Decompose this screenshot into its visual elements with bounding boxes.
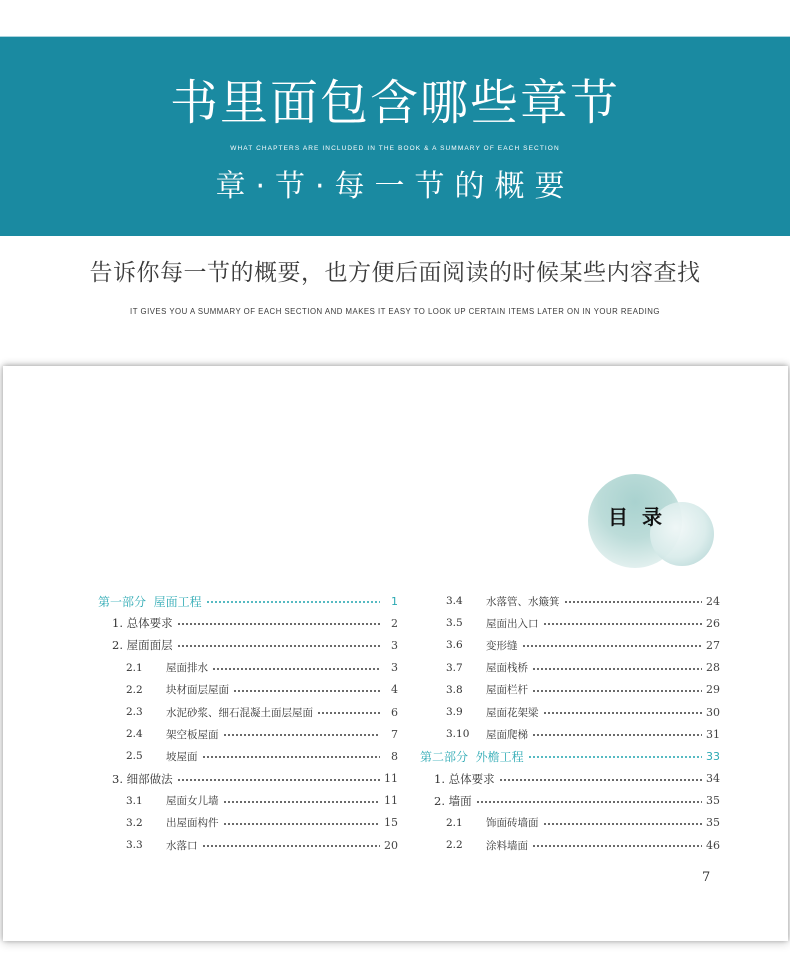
toc-entry-page: 35 [706, 816, 720, 830]
toc-entry-title: 饰面砖墙面 [486, 817, 539, 830]
toc-entry[interactable] [98, 834, 398, 856]
toc-entry-title: 细部做法 [126, 771, 173, 786]
toc-entry-number: 3.1 [126, 794, 143, 807]
toc-entry-number: 2. [434, 793, 449, 808]
dot-leader [177, 623, 380, 625]
toc-entry-title: 架空板屋面 [166, 728, 219, 741]
toc-entry-page: 6 [391, 705, 398, 719]
toc-entry-page: 34 [706, 772, 720, 786]
toc-entry[interactable] [98, 812, 398, 834]
toc-entry-number: 3.4 [446, 595, 463, 608]
toc-entry[interactable] [420, 701, 720, 723]
toc-entry-title: 屋面爬梯 [486, 728, 528, 741]
toc-entry-page: 30 [706, 705, 720, 719]
toc-entry-page: 1 [391, 594, 398, 608]
toc-entry-number: 3.8 [446, 683, 463, 696]
toc-entry-page: 20 [384, 838, 398, 852]
dot-leader [177, 645, 380, 647]
toc-entry-number: 2.2 [446, 839, 463, 852]
toc-entry[interactable] [420, 679, 720, 701]
toc-entry-title: 水落管、水簸箕 [486, 595, 560, 608]
toc-entry-page: 33 [706, 749, 720, 763]
toc-entry-title: 屋面工程 [146, 594, 202, 609]
header-banner [0, 36, 790, 236]
toc-emblem [588, 474, 718, 564]
toc-entry-title: 变形缝 [486, 639, 518, 652]
banner-title: 书里面包含哪些章节 [169, 75, 620, 131]
toc-entry-title: 屋面栈桥 [486, 662, 528, 675]
toc-entry-page: 27 [706, 638, 720, 652]
toc-entry[interactable] [98, 790, 398, 812]
toc-entry[interactable] [420, 612, 720, 634]
toc-entry-title: 水落口 [166, 839, 198, 852]
dot-leader [476, 801, 702, 803]
dot-leader [233, 690, 380, 692]
toc-entry[interactable] [98, 657, 398, 679]
dot-leader [522, 645, 703, 647]
toc-entry[interactable] [98, 634, 398, 656]
toc-entry-page: 8 [391, 749, 398, 763]
toc-entry-number: 3.7 [446, 661, 463, 674]
toc-entry-page: 28 [706, 661, 720, 675]
toc-entry-number: 2.4 [126, 728, 143, 741]
toc-entry-title: 屋面栏杆 [486, 684, 528, 697]
toc-entry[interactable] [98, 679, 398, 701]
toc-entry-page: 31 [706, 727, 720, 741]
dot-leader [532, 845, 702, 847]
toc-entry-title: 总体要求 [448, 771, 495, 786]
intro-text-en: IT GIVES YOU A SUMMARY OF EACH SECTION AND MAKES IT EASY TO LOOK UP CERTAIN ITEMS LATER ON IN YOUR READING [130, 307, 660, 316]
toc-entry-page: 35 [706, 794, 720, 808]
toc-entry-page: 26 [706, 616, 720, 630]
banner-subtitle-en: WHAT CHAPTERS ARE INCLUDED IN THE BOOK & A SUMMARY OF EACH SECTION [230, 145, 560, 152]
dot-leader [532, 690, 702, 692]
toc-entry-title: 总体要求 [126, 616, 173, 631]
toc-entry-title: 墙面 [448, 793, 472, 808]
dot-leader [528, 756, 702, 758]
toc-entry-number: 1. [434, 771, 449, 786]
toc-entry-page: 29 [706, 683, 720, 697]
toc-entry-title: 涂料墙面 [486, 839, 528, 852]
dot-leader [223, 823, 381, 825]
toc-entry-title: 块材面层屋面 [166, 684, 229, 697]
dot-leader [206, 601, 380, 603]
toc-entry-number: 3.3 [126, 839, 143, 852]
toc-entry-title: 出屋面构件 [166, 817, 219, 830]
toc-part-heading[interactable] [420, 745, 720, 767]
toc-entry[interactable] [98, 768, 398, 790]
dot-leader [564, 601, 703, 603]
dot-leader [543, 823, 703, 825]
toc-left-column [98, 590, 398, 856]
toc-entry[interactable] [98, 612, 398, 634]
toc-entry-title: 屋面排水 [166, 662, 208, 675]
toc-entry-title: 屋面花架梁 [486, 706, 539, 719]
toc-entry-title: 屋面出入口 [486, 617, 539, 630]
toc-entry-title: 屋面女儿墙 [166, 795, 219, 808]
toc-entry[interactable] [98, 701, 398, 723]
toc-entry[interactable] [420, 634, 720, 656]
toc-entry[interactable] [420, 768, 720, 790]
toc-entry[interactable] [98, 723, 398, 745]
toc-entry-number: 2.1 [126, 661, 143, 674]
toc-entry[interactable] [420, 834, 720, 856]
dot-leader [543, 623, 703, 625]
toc-heading: 目录 [608, 505, 676, 529]
dot-leader [223, 801, 381, 803]
toc-entry-number: 2.3 [126, 706, 143, 719]
toc-entry-number: 3.9 [446, 706, 463, 719]
toc-entry-title: 坡屋面 [166, 750, 198, 763]
toc-entry-number: 2. [112, 638, 127, 653]
toc-right-column [420, 590, 720, 856]
toc-entry-number: 2.1 [446, 816, 463, 829]
toc-entry-title: 外檐工程 [468, 749, 524, 764]
dot-leader [212, 668, 380, 670]
toc-entry-number: 3. [112, 771, 127, 786]
page-number: 7 [702, 870, 711, 885]
toc-entry-number: 3.5 [446, 617, 463, 630]
dot-leader [532, 668, 702, 670]
dot-leader [223, 734, 381, 736]
banner-subtitle-cn: 章·节·每一节的概要 [215, 169, 575, 204]
toc-entry-number: 3.6 [446, 639, 463, 652]
toc-entry-number: 1. [112, 616, 127, 631]
toc-entry-page: 24 [706, 594, 720, 608]
toc-entry-number: 第一部分 [98, 594, 147, 609]
dot-leader [499, 779, 702, 781]
toc-entry-number: 3.2 [126, 816, 143, 829]
dot-leader [177, 779, 380, 781]
dot-leader [543, 712, 703, 714]
toc-entry[interactable] [420, 812, 720, 834]
toc-entry-number: 2.2 [126, 683, 143, 696]
dot-leader [202, 845, 381, 847]
toc-entry-title: 屋面面层 [126, 638, 173, 653]
toc-entry-page: 15 [384, 816, 398, 830]
toc-entry-page: 3 [391, 661, 398, 675]
toc-entry[interactable] [420, 790, 720, 812]
toc-entry[interactable] [420, 657, 720, 679]
toc-entry-page: 11 [384, 794, 398, 808]
toc-entry-page: 4 [391, 683, 398, 697]
toc-entry-page: 7 [391, 727, 398, 741]
toc-entry-page: 2 [391, 616, 398, 630]
toc-entry-title: 水泥砂浆、细石混凝土面层屋面 [166, 706, 313, 719]
intro-text-cn: 告诉你每一节的概要，也方便后面阅读的时候某些内容查找 [89, 260, 701, 286]
toc-entry-number: 2.5 [126, 750, 143, 763]
toc-entry-page: 3 [391, 638, 398, 652]
toc-entry[interactable] [420, 590, 720, 612]
toc-entry-number: 3.10 [446, 728, 470, 741]
toc-entry[interactable] [420, 723, 720, 745]
dot-leader [202, 756, 381, 758]
toc-part-heading[interactable] [98, 590, 398, 612]
toc-entry-page: 11 [384, 772, 398, 786]
toc-entry-number: 第二部分 [420, 749, 469, 764]
toc-entry[interactable] [98, 745, 398, 767]
dot-leader [532, 734, 702, 736]
dot-leader [317, 712, 380, 714]
toc-entry-page: 46 [706, 838, 720, 852]
